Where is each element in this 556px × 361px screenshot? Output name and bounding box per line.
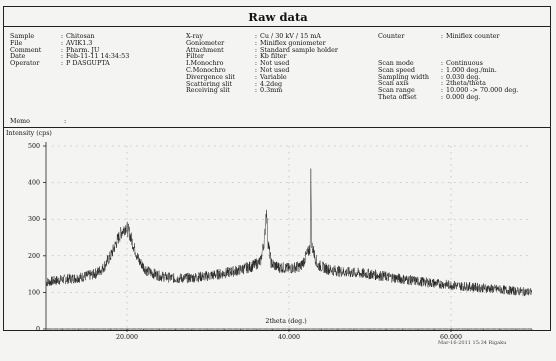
info-separator: :: [60, 32, 64, 40]
info-label: I.Monochro: [186, 59, 224, 68]
y-tick-label: 200: [27, 252, 40, 260]
info-value: Pharm. JU: [66, 45, 100, 54]
info-separator: :: [440, 65, 444, 74]
info-label: Theta offset: [378, 92, 417, 101]
info-label: Sampling width: [378, 72, 429, 81]
info-separator: :: [254, 65, 258, 74]
info-separator: :: [254, 45, 258, 54]
info-value: AVIK1.3: [66, 38, 93, 47]
info-label: Sample: [10, 32, 35, 40]
info-value: Not used: [260, 59, 290, 68]
info-separator: :: [254, 59, 258, 68]
info-separator: :: [254, 72, 258, 81]
info-separator: :: [440, 79, 444, 88]
info-separator: :: [440, 72, 444, 81]
info-label: Comment: [10, 45, 42, 54]
info-separator: :: [440, 32, 444, 40]
info-value: 10.000 -> 70.000 deg.: [446, 86, 519, 95]
x-tick-label: 20.000: [115, 334, 139, 341]
info-label: Filter: [186, 52, 204, 61]
info-label: Counter: [378, 32, 405, 40]
y-tick-label: 0: [35, 326, 40, 333]
print-stamp: Mar-16-2011 15:34 Rigaku: [438, 340, 507, 346]
info-label: Date: [10, 52, 26, 61]
info-value: Kb filter: [260, 52, 287, 61]
info-separator: :: [60, 38, 64, 47]
info-label: X-ray: [186, 32, 203, 40]
info-value: Variable: [260, 72, 287, 81]
info-value: Standard sample holder: [260, 45, 338, 54]
info-separator: :: [254, 38, 258, 47]
info-separator: :: [440, 59, 444, 67]
info-value: 1.000 deg./min.: [446, 65, 497, 74]
info-label: Scan speed: [378, 65, 415, 74]
info-separator: :: [60, 59, 64, 68]
y-tick-label: 500: [27, 143, 40, 150]
info-value: 2theta/theta: [446, 79, 486, 88]
info-value: 0.3mm: [260, 86, 283, 95]
info-label: Scan range: [378, 86, 415, 95]
info-separator: :: [60, 45, 64, 54]
info-value: Chitosan: [66, 32, 95, 40]
x-tick-label: 40.000: [277, 334, 301, 341]
info-value: 0.000 deg.: [446, 92, 481, 101]
x-tick-label: 60.000: [439, 334, 463, 341]
info-value: Feb-11-11 14:34:53: [66, 52, 130, 61]
info-separator: :: [440, 86, 444, 95]
info-separator: :: [254, 86, 258, 95]
info-separator: :: [254, 32, 258, 40]
info-label: Scan axis: [378, 79, 409, 88]
info-label: Attachment: [186, 45, 224, 54]
memo-separator: :: [63, 118, 67, 125]
info-value: Continuous: [446, 59, 483, 67]
y-tick-label: 400: [27, 179, 40, 187]
info-value: Miniflex counter: [446, 32, 500, 40]
info-value: Not used: [260, 65, 290, 74]
info-separator: :: [254, 52, 258, 61]
info-value: 0.030 deg.: [446, 72, 481, 81]
y-axis-label: Intensity (cps): [6, 130, 52, 137]
info-label: Scan mode: [378, 59, 414, 67]
info-label: C.Monochro: [186, 65, 226, 74]
info-separator: :: [60, 52, 64, 61]
info-label: Receiving slit: [186, 86, 230, 95]
y-tick-label: 300: [27, 216, 40, 224]
x-axis-label: 2theta (deg.): [265, 318, 307, 325]
info-separator: :: [440, 92, 444, 101]
info-label: Divergence slit: [186, 72, 235, 81]
info-value: Cu / 30 kV / 15 mA: [260, 32, 321, 40]
info-label: Operator: [10, 59, 40, 68]
info-label: File: [10, 38, 23, 47]
y-tick-label: 100: [27, 289, 40, 297]
info-separator: :: [254, 79, 258, 88]
data-series-line: [46, 169, 532, 297]
report-title: Raw data: [248, 10, 308, 24]
info-value: 4.2deg: [260, 79, 283, 88]
info-label: Scattering slit: [186, 79, 232, 88]
info-value: P DASGUPTA: [66, 59, 110, 68]
memo-label: Memo: [10, 118, 30, 125]
info-value: Miniflex goniometer: [260, 38, 326, 47]
info-label: Goniometer: [186, 38, 225, 47]
